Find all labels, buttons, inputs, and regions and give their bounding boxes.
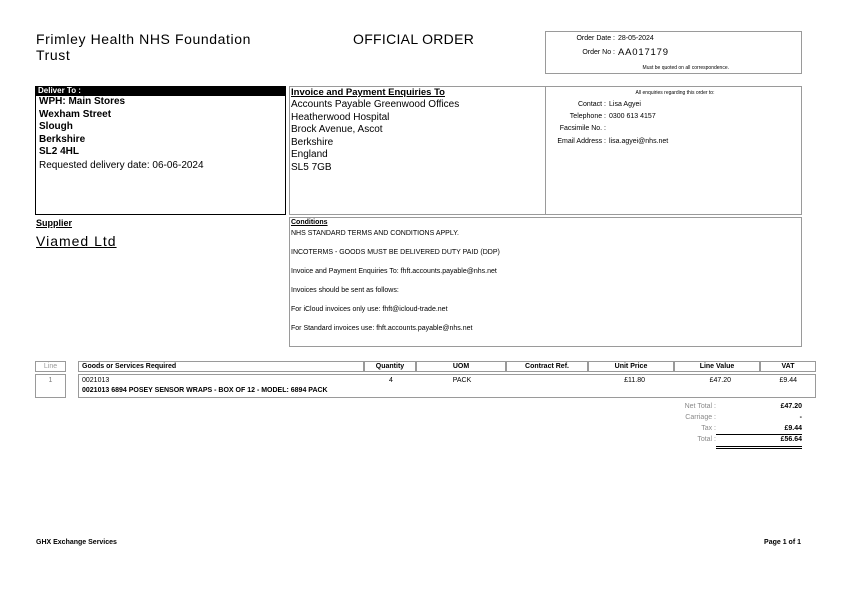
- page-number: Page 1 of 1: [764, 539, 801, 546]
- tax-value: £9.44: [784, 425, 802, 432]
- telephone-label: Telephone :: [569, 113, 606, 120]
- quote-note: Must be quoted on all correspondence.: [642, 65, 729, 71]
- column-header-goods: Goods or Services Required: [78, 361, 364, 372]
- column-header-quantity: Quantity: [364, 361, 416, 372]
- condition-line: For iCloud invoices only use: fhft@icloud-trade.net: [291, 306, 448, 313]
- invoice-address-line: Brock Avenue, Ascot: [291, 124, 383, 135]
- contact-value: Lisa Agyei: [609, 101, 641, 108]
- deliver-to-line: Berkshire: [39, 133, 86, 145]
- total-value: £56.64: [780, 436, 802, 443]
- tax-label: Tax :: [701, 425, 716, 432]
- column-header-unit-price: Unit Price: [588, 361, 674, 372]
- order-date-label: Order Date :: [576, 35, 615, 42]
- column-header-line-value: Line Value: [674, 361, 760, 372]
- total-label: Total :: [697, 436, 716, 443]
- row-line-value: £47.20: [709, 377, 731, 384]
- row-line-number: 1: [48, 377, 53, 384]
- footer-provider: GHX Exchange Services: [36, 539, 117, 546]
- deliver-to-box: [35, 86, 286, 215]
- invoice-enquiries-label: Invoice and Payment Enquiries To: [291, 87, 445, 98]
- deliver-to-line: SL2 4HL: [39, 146, 80, 157]
- deliver-to-label: Deliver To :: [38, 86, 81, 95]
- enquiries-note: All enquiries regarding this order to:: [635, 90, 715, 96]
- deliver-to-line: Wexham Street: [39, 108, 112, 120]
- invoice-enquiries-box: [289, 86, 546, 215]
- carriage-value: -: [799, 414, 802, 421]
- email-label: Email Address :: [557, 138, 606, 145]
- column-header-vat: VAT: [760, 361, 816, 372]
- condition-line: INCOTERMS - GOODS MUST BE DELIVERED DUTY PAID (DDP): [291, 249, 500, 256]
- net-total-value: £47.20: [780, 403, 802, 410]
- invoice-address-line: England: [291, 149, 328, 160]
- invoice-address-line: SL5 7GB: [291, 161, 332, 173]
- row-unit-price: £11.80: [624, 377, 645, 384]
- fax-label: Facsimile No. :: [559, 125, 606, 132]
- invoice-address-line: Heatherwood Hospital: [291, 111, 390, 123]
- order-number-label: Order No :: [582, 49, 615, 56]
- row-uom: PACK: [452, 377, 472, 384]
- condition-line: NHS STANDARD TERMS AND CONDITIONS APPLY.: [291, 230, 459, 237]
- condition-line: Invoice and Payment Enquiries To: fhft.accounts.payable@nhs.net: [291, 268, 497, 275]
- total-rule-top: [716, 434, 802, 435]
- telephone-value: 0300 613 4157: [609, 113, 656, 120]
- row-item-description: 0021013 6894 POSEY SENSOR WRAPS - BOX OF 12 - MODEL: 6894 PACK: [82, 387, 328, 394]
- deliver-to-header-bar: [36, 87, 285, 96]
- deliver-to-line: WPH: Main Stores: [39, 96, 126, 107]
- table-row: [78, 374, 816, 398]
- column-header-line: Line: [35, 361, 66, 372]
- email-value: lisa.agyei@nhs.net: [609, 138, 669, 145]
- conditions-box: [289, 217, 802, 347]
- net-total-label: Net Total :: [684, 403, 716, 410]
- row-vat: £9.44: [779, 377, 797, 384]
- requested-delivery-label: Requested delivery date:: [39, 160, 150, 171]
- supplier-name: Viamed Ltd: [36, 233, 117, 249]
- contact-label: Contact :: [577, 101, 606, 108]
- row-item-code: 0021013: [82, 377, 110, 384]
- requested-delivery-date: [39, 160, 204, 173]
- organisation-name-line2: Trust: [36, 47, 71, 63]
- condition-line: For Standard invoices use: fhft.accounts.payable@nhs.net: [291, 325, 473, 332]
- table-row-line-cell: [35, 374, 66, 398]
- row-quantity: 4: [389, 377, 393, 384]
- requested-delivery-value: 06-06-2024: [152, 160, 204, 171]
- invoice-address-line: Berkshire: [291, 136, 334, 148]
- supplier-label: Supplier: [36, 218, 73, 228]
- total-rule-bottom: [716, 446, 802, 447]
- column-header-contract-ref: Contract Ref.: [506, 361, 588, 372]
- invoice-address-line: Accounts Payable Greenwood Offices: [291, 99, 460, 110]
- order-date-value: 28-05-2024: [618, 35, 654, 42]
- order-info-box: [545, 31, 802, 74]
- carriage-label: Carriage :: [685, 414, 716, 421]
- condition-line: Invoices should be sent as follows:: [291, 287, 399, 294]
- deliver-to-line: Slough: [39, 121, 73, 132]
- order-number-value: AA017179: [618, 47, 669, 58]
- contact-box: [545, 86, 802, 215]
- total-rule-double: [716, 448, 802, 449]
- organisation-name-line1: Frimley Health NHS Foundation: [36, 31, 252, 47]
- document-title: OFFICIAL ORDER: [353, 31, 475, 47]
- conditions-label: Conditions: [291, 219, 328, 226]
- column-header-uom: UOM: [416, 361, 506, 372]
